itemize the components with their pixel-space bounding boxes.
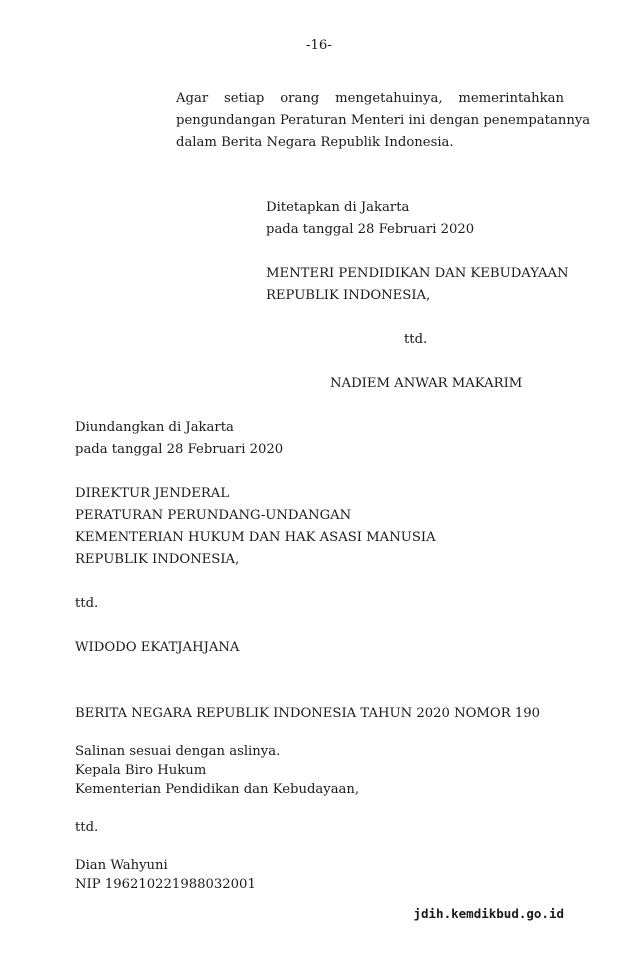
closing-line-1: Agar setiap orang mengetahuinya, memerintahkan — [176, 91, 564, 106]
page-number: -16- — [306, 38, 332, 53]
enactment-office-line-1: MENTERI PENDIDIKAN DAN KEBUDAYAAN — [266, 266, 569, 281]
certification-line-1: Salinan sesuai dengan aslinya. — [75, 744, 281, 759]
enactment-signed: ttd. — [404, 332, 428, 347]
promulgation-office-line-2: PERATURAN PERUNDANG-UNDANGAN — [75, 508, 352, 523]
enactment-place: Ditetapkan di Jakarta — [266, 200, 410, 215]
promulgation-signatory: WIDODO EKATJAHJANA — [75, 640, 240, 655]
gazette-reference: BERITA NEGARA REPUBLIK INDONESIA TAHUN 2020 NOMOR 190 — [75, 706, 541, 721]
enactment-signatory: NADIEM ANWAR MAKARIM — [330, 376, 523, 391]
enactment-date: pada tanggal 28 Februari 2020 — [266, 222, 475, 237]
promulgation-office-line-1: DIREKTUR JENDERAL — [75, 486, 230, 501]
certification-line-3: Kementerian Pendidikan dan Kebudayaan, — [75, 782, 360, 797]
footer-url: jdih.kemdikbud.go.id — [413, 906, 564, 921]
certification-line-2: Kepala Biro Hukum — [75, 763, 207, 778]
enactment-office-line-2: REPUBLIK INDONESIA, — [266, 288, 431, 303]
promulgation-place: Diundangkan di Jakarta — [75, 420, 234, 435]
promulgation-office-line-4: REPUBLIK INDONESIA, — [75, 552, 240, 567]
certification-name: Dian Wahyuni — [75, 858, 168, 873]
closing-line-2: pengundangan Peraturan Menteri ini dengan penempatannya — [176, 113, 591, 128]
certification-nip: NIP 196210221988032001 — [75, 877, 256, 892]
promulgation-signed: ttd. — [75, 596, 99, 611]
promulgation-office-line-3: KEMENTERIAN HUKUM DAN HAK ASASI MANUSIA — [75, 530, 436, 545]
certification-signed: ttd. — [75, 820, 99, 835]
closing-line-3: dalam Berita Negara Republik Indonesia. — [176, 135, 454, 150]
promulgation-date: pada tanggal 28 Februari 2020 — [75, 442, 284, 457]
